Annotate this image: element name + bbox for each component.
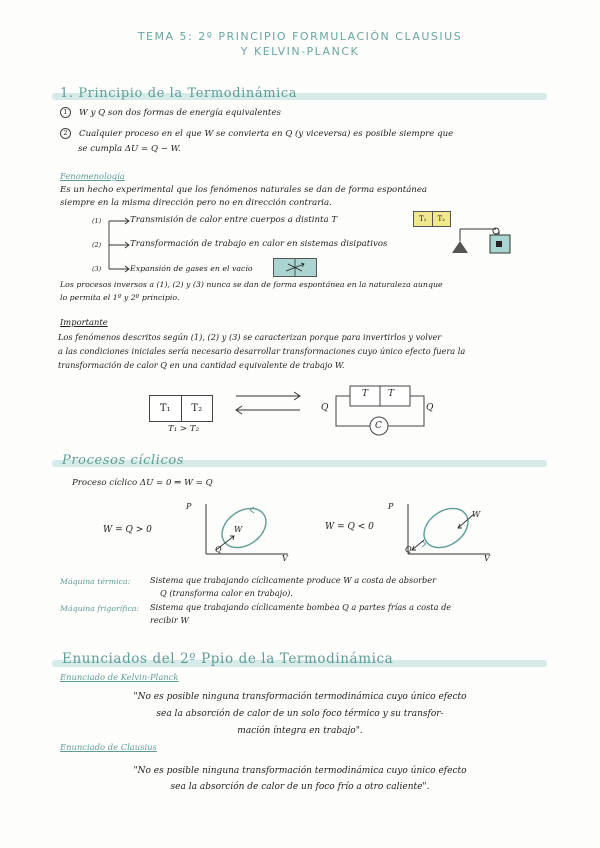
maq-termica-line-2: Q (transforma calor en trabajo).: [160, 588, 293, 598]
page-title: TEMA 5: 2º PRINCIPIO FORMULACIÓN CLAUSIUS: [137, 30, 463, 43]
section-title-3: Enunciados del 2º Ppio de la Termodinámica: [62, 651, 394, 667]
kelvin-planck-line-2: sea la absorción de calor de un solo foco térmico y su transfor-: [156, 709, 444, 719]
feno-line-2: siempre en la misma dirección pero no en dirección contraria.: [60, 198, 332, 208]
fridge-label: W = Q < 0: [325, 522, 374, 532]
temperature-condition: T₁ > T₂: [168, 424, 200, 434]
temperature-box: [413, 211, 451, 227]
importante-line-1: Los fenómenos descritos según (1), (2) y (3) se caracterizan porque para invertirlos y volver: [58, 332, 442, 342]
process-1: Transmisión de calor entre cuerpos a distinta T: [130, 215, 338, 225]
page-subtitle: Y KELVIN-PLANCK: [240, 45, 360, 58]
cycle-t-right: T: [388, 389, 395, 399]
number-1-icon: 1: [60, 107, 71, 118]
axis-p-left: P: [186, 502, 192, 511]
box-t2: T₂: [437, 215, 445, 223]
maq-frig-line-1: Sistema que trabajando cíclicamente bombea Q a partes frías a costa de: [150, 602, 452, 612]
clausius-line-2: sea la absorción de calor de un foco frío a otro caliente".: [170, 782, 430, 792]
q-label-left: Q: [215, 545, 222, 554]
cyclic-process-line: Proceso cíclico ΔU = 0 ⇒ W = Q: [72, 478, 213, 488]
number-2-icon: 2: [60, 128, 71, 139]
item-1: 1 W y Q son dos formas de energía equivalentes: [60, 107, 281, 120]
clausius-line-1: "No es posible ninguna transformación termodinámica cuyo único efecto: [133, 766, 467, 776]
section-title-1: 1. Principio de la Termodinámica: [60, 86, 298, 101]
reservoir-t2: T₂: [191, 403, 203, 414]
importante-line-2: a las condiciones iniciales sería necesario desarrollar transformaciones cuyo único efecto fuera la: [58, 346, 466, 356]
kelvin-planck-line-1: "No es posible ninguna transformación termodinámica cuyo único efecto: [133, 692, 467, 702]
gas-expansion-box: [273, 258, 317, 277]
w-label-right: W: [472, 510, 481, 519]
axis-v-right: V: [484, 554, 490, 563]
importante-heading: Importante: [60, 317, 108, 327]
maq-termica-line-1: Sistema que trabajando cíclicamente produce W a costa de absorber: [150, 575, 437, 585]
cycle-q-right: Q: [426, 403, 434, 413]
engine-label: W = Q > 0: [103, 525, 152, 535]
reservoir-t1: T₁: [150, 396, 182, 421]
p2-num: (2): [92, 241, 102, 249]
fenomenologia-heading: Fenomenología: [60, 171, 125, 181]
maq-termica-label: Máquina térmica:: [60, 577, 131, 586]
reservoir-box: [149, 395, 213, 422]
gas-arrows-icon: [274, 259, 316, 276]
feno-close-1: Los procesos inversos a (1), (2) y (3) nunca se dan de forma espontánea en la naturaleza aunque: [60, 280, 443, 289]
p1-num: (1): [92, 217, 102, 225]
box-t1: T₁: [414, 212, 433, 226]
item-2: 2 Cualquier proceso en el que W se convierta en Q (y viceversa) es posible siempre que: [60, 128, 545, 141]
cycle-c-label: C: [375, 421, 382, 431]
equilibrium-arrows-icon: [232, 388, 304, 418]
feno-line-1: Es un hecho experimental que los fenómenos naturales se dan de forma espontánea: [60, 185, 428, 195]
feno-close-2: lo permita el 1º y 2º principio.: [60, 293, 180, 302]
cycle-t-left: T: [362, 389, 369, 399]
process-3: Expansión de gases en el vacío: [130, 264, 253, 273]
q-label-right: Q: [405, 545, 412, 554]
paddle-apparatus-icon: [450, 217, 515, 257]
kelvin-planck-heading: Enunciado de Kelvin-Planck: [60, 672, 179, 682]
axis-p-right: P: [388, 502, 394, 511]
maq-frig-label: Máquina frigorífica:: [60, 604, 140, 613]
w-label-left: W: [234, 525, 243, 534]
importante-line-3: transformación de calor Q en una cantidad equivalente de trabajo W.: [58, 360, 345, 370]
p3-num: (3): [92, 265, 102, 273]
axis-v-left: V: [282, 554, 288, 563]
kelvin-planck-line-3: mación íntegra en trabajo".: [237, 726, 363, 736]
maq-frig-line-2: recibir W: [150, 615, 189, 625]
cycle-q-left: Q: [321, 403, 329, 413]
section-title-2: Procesos cíclicos: [62, 453, 185, 468]
clausius-heading: Enunciado de Clausius: [60, 742, 157, 752]
process-2: Transformación de trabajo en calor en sistemas disipativos: [130, 239, 388, 249]
item-2-formula: se cumpla ΔU = Q − W.: [78, 144, 181, 154]
